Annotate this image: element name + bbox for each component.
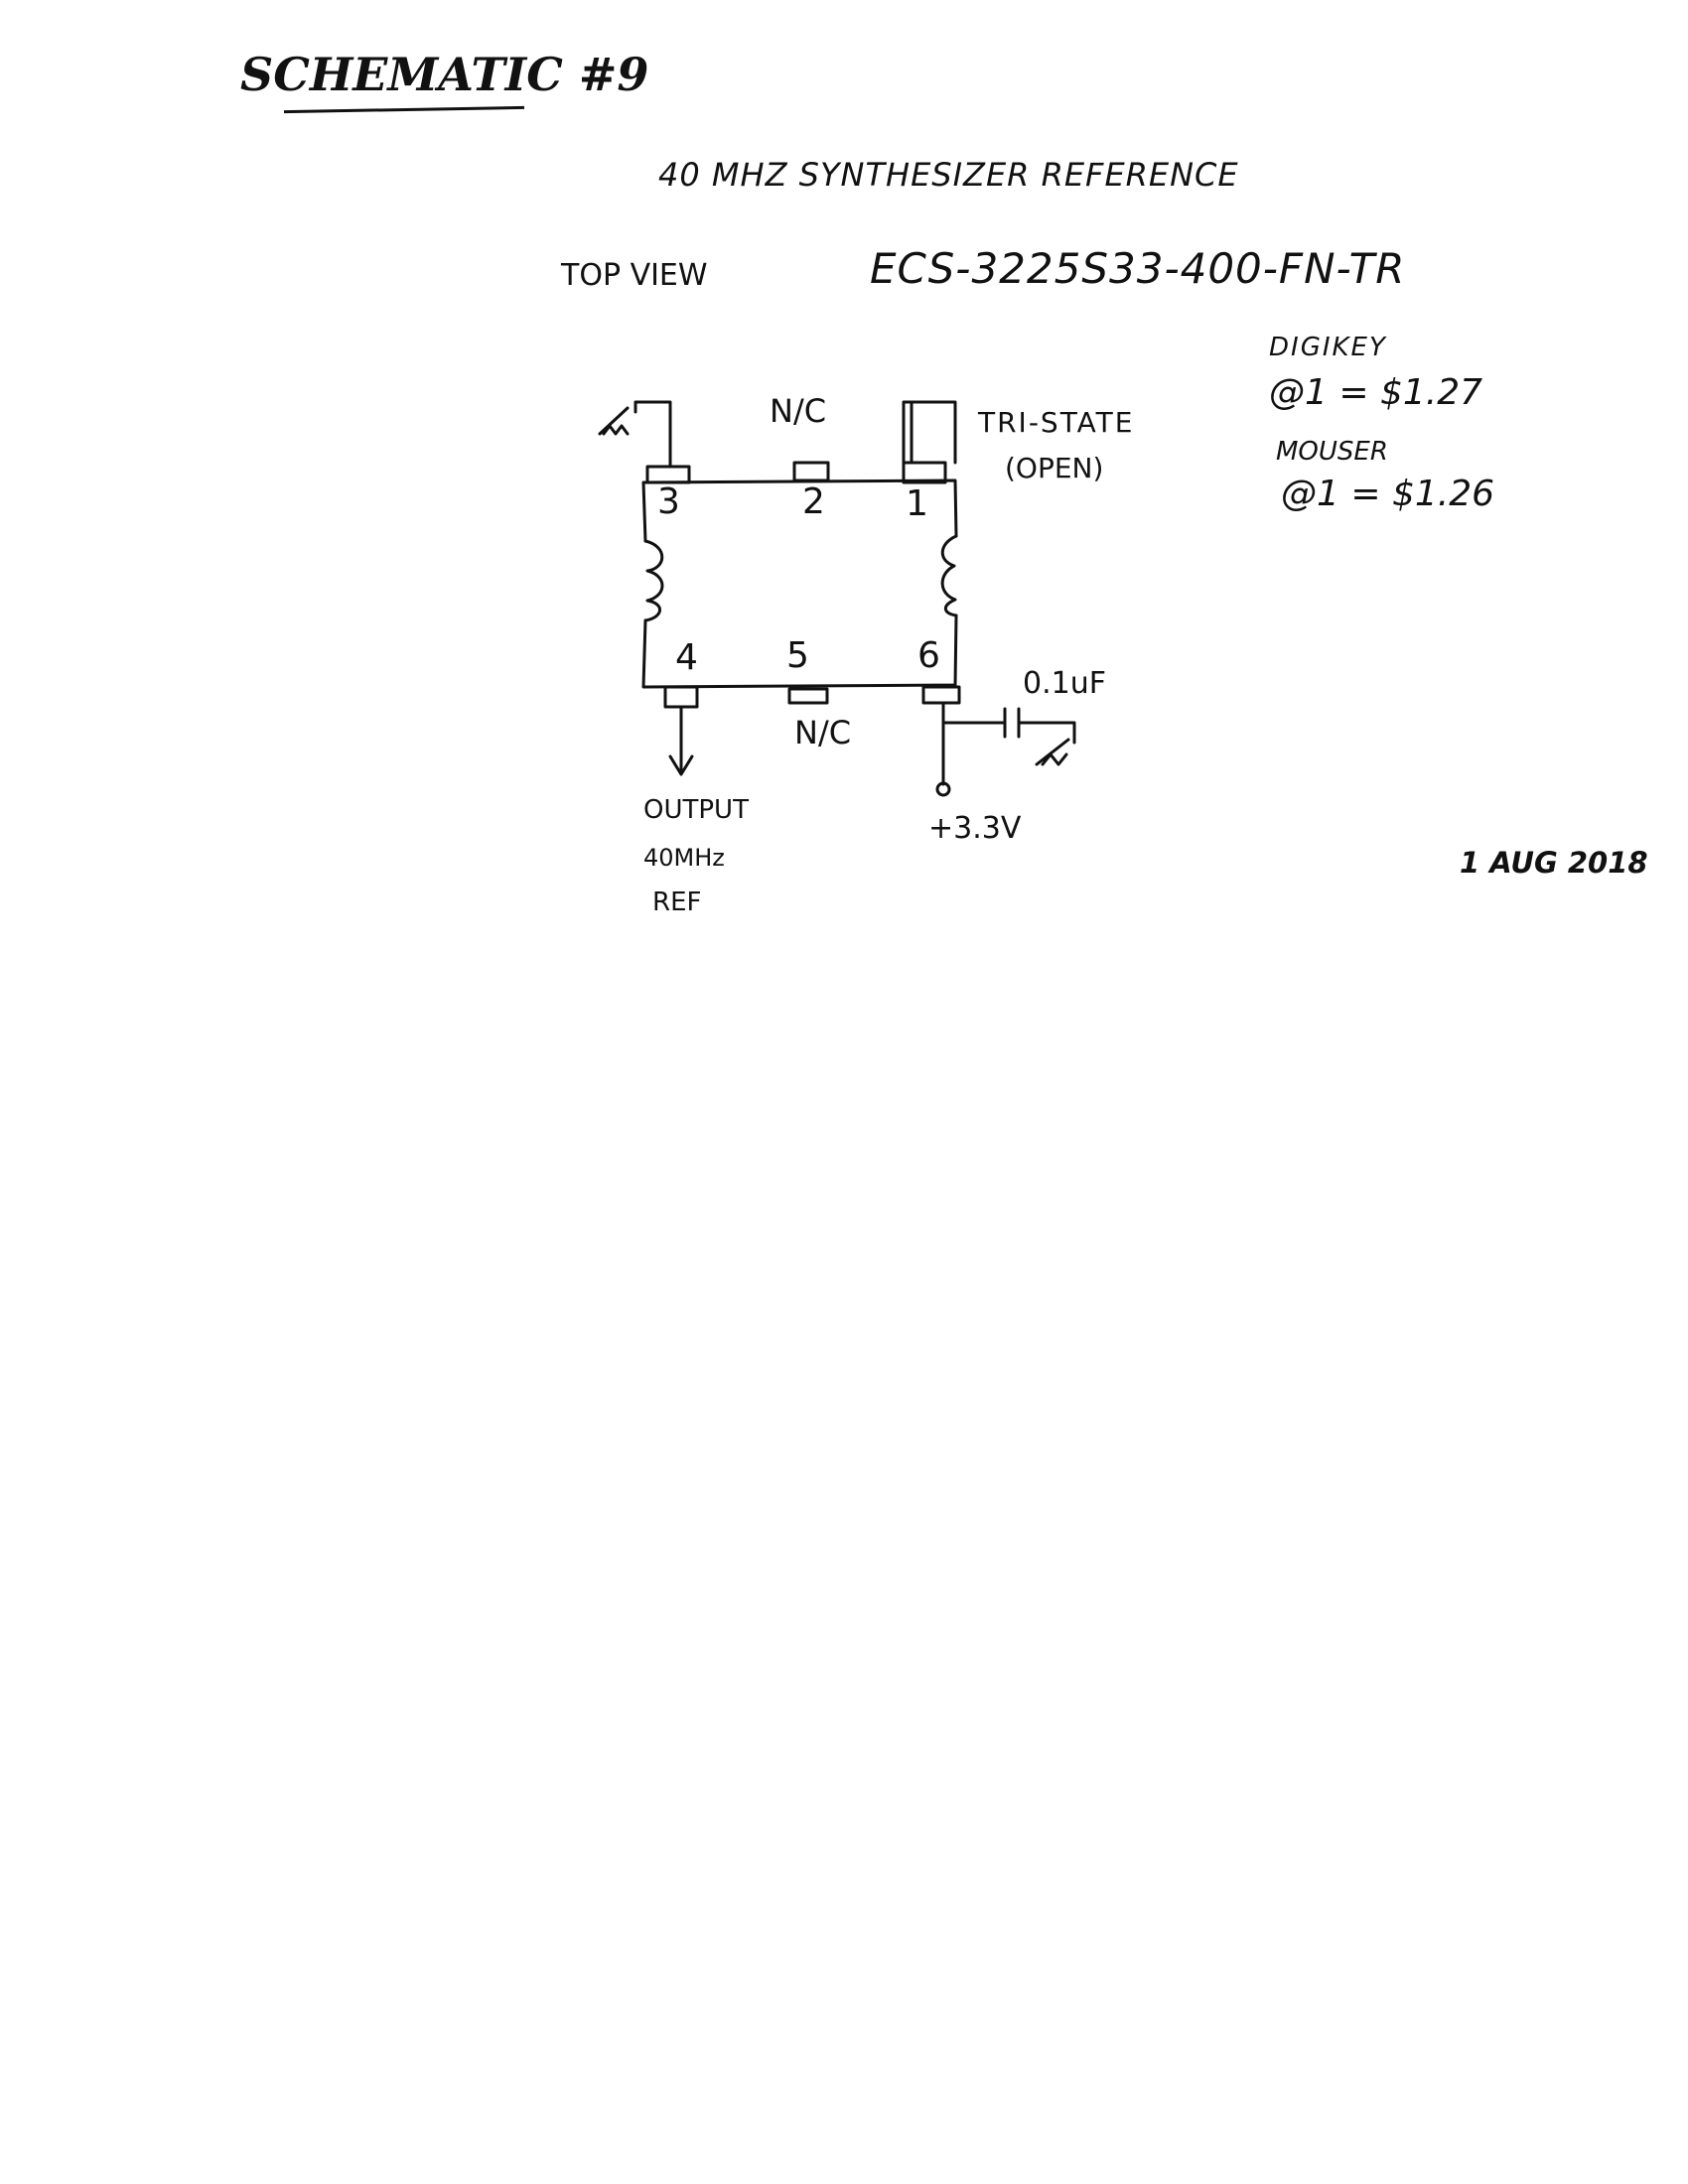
- crystal-right-symbol: [942, 536, 956, 615]
- supply-label: +3.3V: [928, 811, 1022, 846]
- pad-4: [665, 687, 697, 707]
- vendor-mouser: MOUSER: [1276, 437, 1388, 467]
- pad-2: [794, 463, 828, 480]
- pin3-ground-wire: [635, 402, 670, 467]
- nc-label-bottom: N/C: [794, 714, 852, 751]
- pin1-tristate-bracket: [904, 402, 955, 463]
- pin-number-5: 5: [786, 635, 809, 676]
- pin-number-3: 3: [657, 481, 680, 522]
- tristate-note: (OPEN): [1005, 452, 1104, 484]
- page-title: SCHEMATIC #9: [240, 48, 649, 101]
- crystal-left-symbol: [645, 541, 662, 620]
- page-subtitle: 40 MHZ SYNTHESIZER REFERENCE: [658, 156, 1239, 194]
- pin-number-1: 1: [906, 483, 928, 524]
- nc-label-top: N/C: [770, 392, 827, 430]
- output-label-1: OUTPUT: [643, 795, 749, 825]
- ground-symbol-bottom: [1037, 740, 1068, 764]
- view-label: TOP VIEW: [561, 258, 708, 293]
- pad-3: [647, 467, 689, 482]
- ground-symbol-top: [600, 408, 628, 434]
- part-number: ECS-3225S33-400-FN-TR: [870, 244, 1406, 293]
- pad-5: [789, 689, 827, 703]
- output-label-3: REF: [652, 887, 702, 917]
- pin-number-4: 4: [675, 637, 698, 678]
- pin-number-2: 2: [802, 481, 825, 522]
- price-mouser: @1 = $1.26: [1281, 474, 1495, 514]
- vendor-digikey: DIGIKEY: [1269, 333, 1387, 362]
- price-digikey: @1 = $1.27: [1269, 372, 1483, 413]
- output-label-2: 40MHz: [643, 844, 725, 872]
- date-label: 1 AUG 2018: [1460, 846, 1648, 880]
- capacitor-symbol: [1005, 709, 1019, 737]
- capacitor-label: 0.1uF: [1023, 666, 1106, 701]
- pin-number-6: 6: [917, 635, 940, 676]
- pad-6: [923, 687, 959, 703]
- tristate-label: TRI-STATE: [978, 406, 1135, 439]
